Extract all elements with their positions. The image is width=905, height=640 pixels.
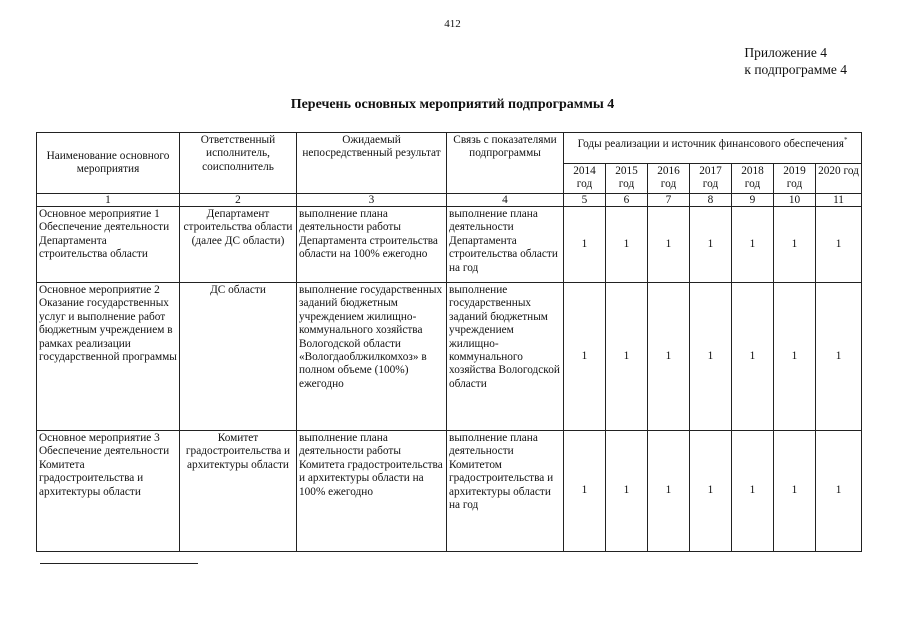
- year-value: 1: [816, 431, 862, 552]
- executor: ДС области: [180, 283, 297, 431]
- year-value: 1: [732, 207, 774, 283]
- header-year: 2017 год: [690, 164, 732, 194]
- table-row: [37, 283, 862, 431]
- footnote-separator: [40, 563, 198, 564]
- indicator-link: выполнение плана деятельности Комитетом градостроительства и архитектуры области на год: [447, 431, 564, 552]
- column-number: 7: [648, 194, 690, 207]
- column-number: 11: [816, 194, 862, 207]
- year-value: 1: [690, 283, 732, 431]
- header-year: 2018 год: [732, 164, 774, 194]
- header-year: 2019 год: [774, 164, 816, 194]
- appendix-line-2: к подпрограмме 4: [744, 62, 847, 77]
- activity-name: Основное мероприятие 2 Оказание государственных услуг и выполнение работ бюджетным учреждением в рамках реализации государственной программы: [37, 283, 180, 431]
- column-number: 2: [180, 194, 297, 207]
- header-year: 2020 год: [816, 164, 862, 194]
- year-value: 1: [816, 283, 862, 431]
- header-year: 2014 год: [564, 164, 606, 194]
- column-number-row: [37, 194, 862, 207]
- header-executor: Ответственный исполнитель, соисполнитель: [180, 133, 297, 194]
- column-number: 5: [564, 194, 606, 207]
- indicator-link: выполнение плана деятельности Департамента строительства области на год: [447, 207, 564, 283]
- column-number: 9: [732, 194, 774, 207]
- column-number: 8: [690, 194, 732, 207]
- expected-result: выполнение государственных заданий бюджетным учреждением жилищно-коммунального хозяйства Вологодской области «Вологдаоблжилкомхоз» в полном объеме (100%) ежегодно: [297, 283, 447, 431]
- year-value: 1: [732, 431, 774, 552]
- year-value: 1: [606, 207, 648, 283]
- activity-name: Основное мероприятие 3 Обеспечение деятельности Комитета градостроительства и архитектуры области: [37, 431, 180, 552]
- column-number: 10: [774, 194, 816, 207]
- page-number: 412: [444, 18, 461, 30]
- column-number: 4: [447, 194, 564, 207]
- indicator-link: выполнение государственных заданий бюджетным учреждением жилищно-коммунального хозяйства Вологодской области: [447, 283, 564, 431]
- executor: Комитет градостроительства и архитектуры области: [180, 431, 297, 552]
- year-value: 1: [774, 431, 816, 552]
- expected-result: выполнение плана деятельности работы Комитета градостроительства и архитектуры области на 100% ежегодно: [297, 431, 447, 552]
- table-row: [37, 431, 862, 552]
- header-year: 2016 год: [648, 164, 690, 194]
- year-value: 1: [648, 283, 690, 431]
- year-value: 1: [564, 207, 606, 283]
- measures-table: [36, 132, 862, 552]
- year-value: 1: [606, 283, 648, 431]
- header-activity-name: Наименование основного мероприятия: [37, 133, 180, 194]
- year-value: 1: [690, 431, 732, 552]
- year-value: 1: [732, 283, 774, 431]
- executor: Департамент строительства области (далее ДС области): [180, 207, 297, 283]
- year-value: 1: [606, 431, 648, 552]
- year-value: 1: [774, 283, 816, 431]
- year-value: 1: [690, 207, 732, 283]
- document-title: Перечень основных мероприятий подпрограммы 4: [290, 97, 615, 112]
- appendix-line-1: Приложение 4: [744, 45, 827, 60]
- header-year: 2015 год: [606, 164, 648, 194]
- year-value: 1: [564, 283, 606, 431]
- header-years-group: [564, 133, 862, 164]
- year-value: 1: [648, 431, 690, 552]
- expected-result: выполнение плана деятельности работы Департамента строительства области на 100% ежегодно: [297, 207, 447, 283]
- activity-name: Основное мероприятие 1 Обеспечение деятельности Департамента строительства области: [37, 207, 180, 283]
- appendix-note: [744, 44, 847, 78]
- header-indicator-link: Связь с показателями подпрограммы: [447, 133, 564, 194]
- year-value: 1: [564, 431, 606, 552]
- year-value: 1: [816, 207, 862, 283]
- column-number: 1: [37, 194, 180, 207]
- year-value: 1: [774, 207, 816, 283]
- year-value: 1: [648, 207, 690, 283]
- footnote-mark: *: [843, 136, 848, 144]
- column-number: 3: [297, 194, 447, 207]
- column-number: 6: [606, 194, 648, 207]
- table-row: [37, 207, 862, 283]
- header-expected-result: Ожидаемый непосредственный результат: [297, 133, 447, 194]
- years-group-label: Годы реализации и источник финансового обеспечения: [577, 137, 844, 150]
